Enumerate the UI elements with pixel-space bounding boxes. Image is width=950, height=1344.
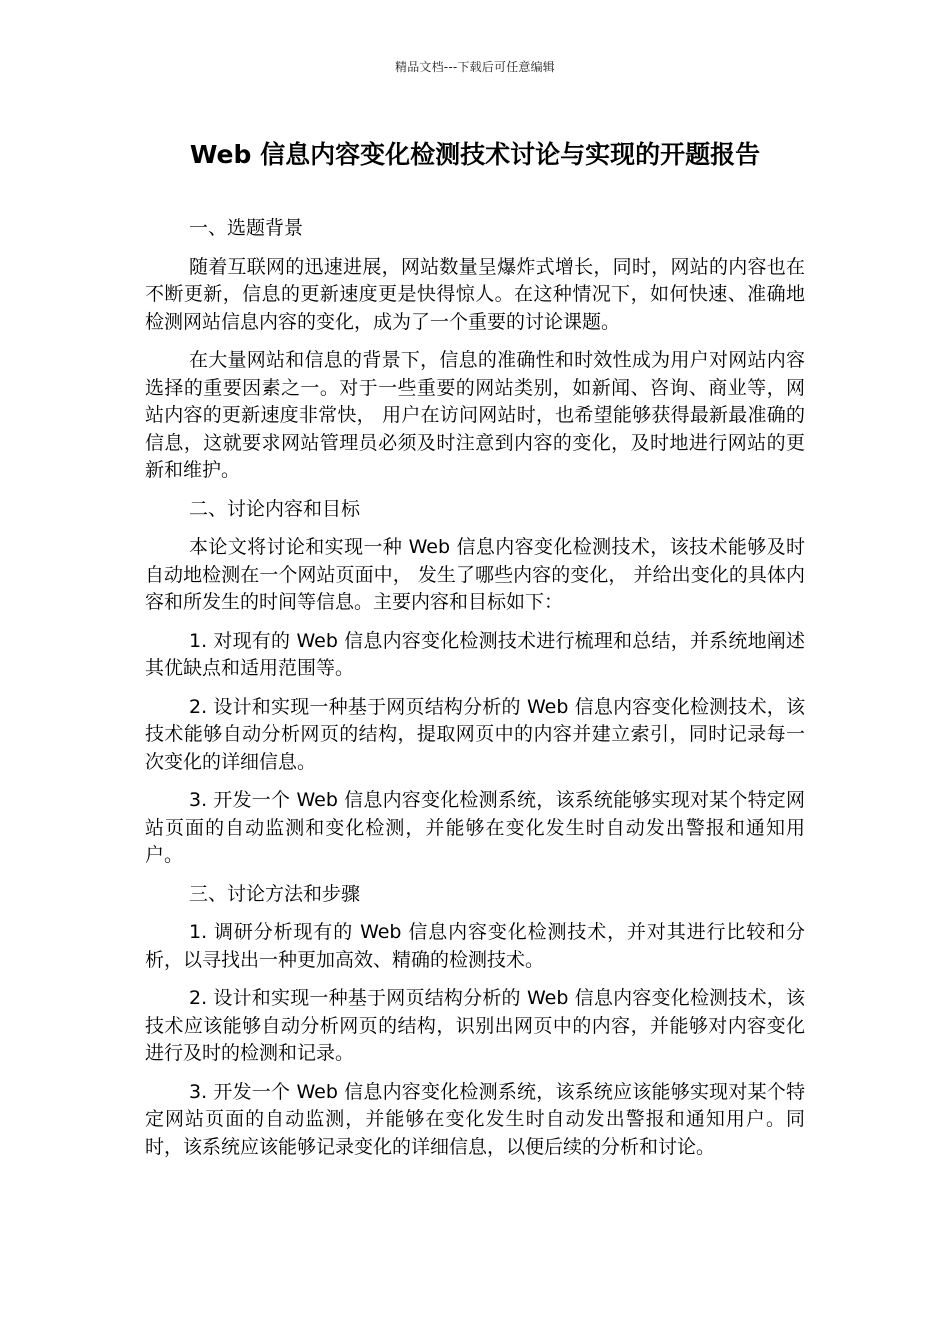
list-item: 1. 对现有的 Web 信息内容变化检测技术进行梳理和总结，并系统地阐述其优缺点和适用范围等。 [145, 629, 805, 679]
list-item: 3. 开发一个 Web 信息内容变化检测系统，该系统应该能够实现对某个特定网站页面的自动监测，并能够在变化发生时自动发出警报和通知用户。同时，该系统应该能够记录变化的详细信息，以便后续的分析和讨论。 [145, 1080, 805, 1158]
document-title: Web 信息内容变化检测技术讨论与实现的开题报告 [189, 140, 761, 169]
paragraph: 本论文将讨论和实现一种 Web 信息内容变化检测技术，该技术能够及时自动地检测在一个网站页面中， 发生了哪些内容的变化， 并给出变化的具体内容和所发生的时间等信息。主要内容和目标如下： [145, 536, 805, 613]
list-item: 2. 设计和实现一种基于网页结构分析的 Web 信息内容变化检测技术，该技术应该能够自动分析网页的结构，识别出网页中的内容，并能够对内容变化进行及时的检测和记录。 [145, 987, 805, 1064]
paragraph: 在大量网站和信息的背景下，信息的准确性和时效性成为用户对网站内容选择的重要因素之一。对于一些重要的网站类别，如新闻、咨询、商业等，网站内容的更新速度非常快， 用户在访问网站时，也希望能够获得最新最准确的信息，这就要求网站管理员必须及时注意到内容的变化，及时地进行网站的更新和维护。 [145, 349, 805, 481]
section-heading-content-goals: 二、讨论内容和目标 [189, 497, 361, 520]
paragraph: 随着互联网的迅速进展，网站数量呈爆炸式增长，同时，网站的内容也在不断更新，信息的更新速度更是快得惊人。在这种情况下，如何快速、准确地检测网站信息内容的变化，成为了一个重要的讨论课题。 [145, 255, 805, 333]
list-item: 2. 设计和实现一种基于网页结构分析的 Web 信息内容变化检测技术，该技术能够自动分析网页的结构，提取网页中的内容并建立索引，同时记录每一次变化的详细信息。 [145, 695, 805, 773]
header-note: 精品文档---下载后可任意编辑 [395, 60, 555, 74]
section-heading-methods: 三、讨论方法和步骤 [189, 882, 361, 905]
list-item: 1. 调研分析现有的 Web 信息内容变化检测技术，并对其进行比较和分析，以寻找出一种更加高效、精确的检测技术。 [145, 921, 805, 971]
document-body [145, 215, 805, 1172]
section-heading-background: 一、选题背景 [189, 217, 304, 239]
list-item: 3. 开发一个 Web 信息内容变化检测系统，该系统能够实现对某个特定网站页面的自动监测和变化检测，并能够在变化发生时自动发出警报和通知用户。 [145, 789, 805, 866]
